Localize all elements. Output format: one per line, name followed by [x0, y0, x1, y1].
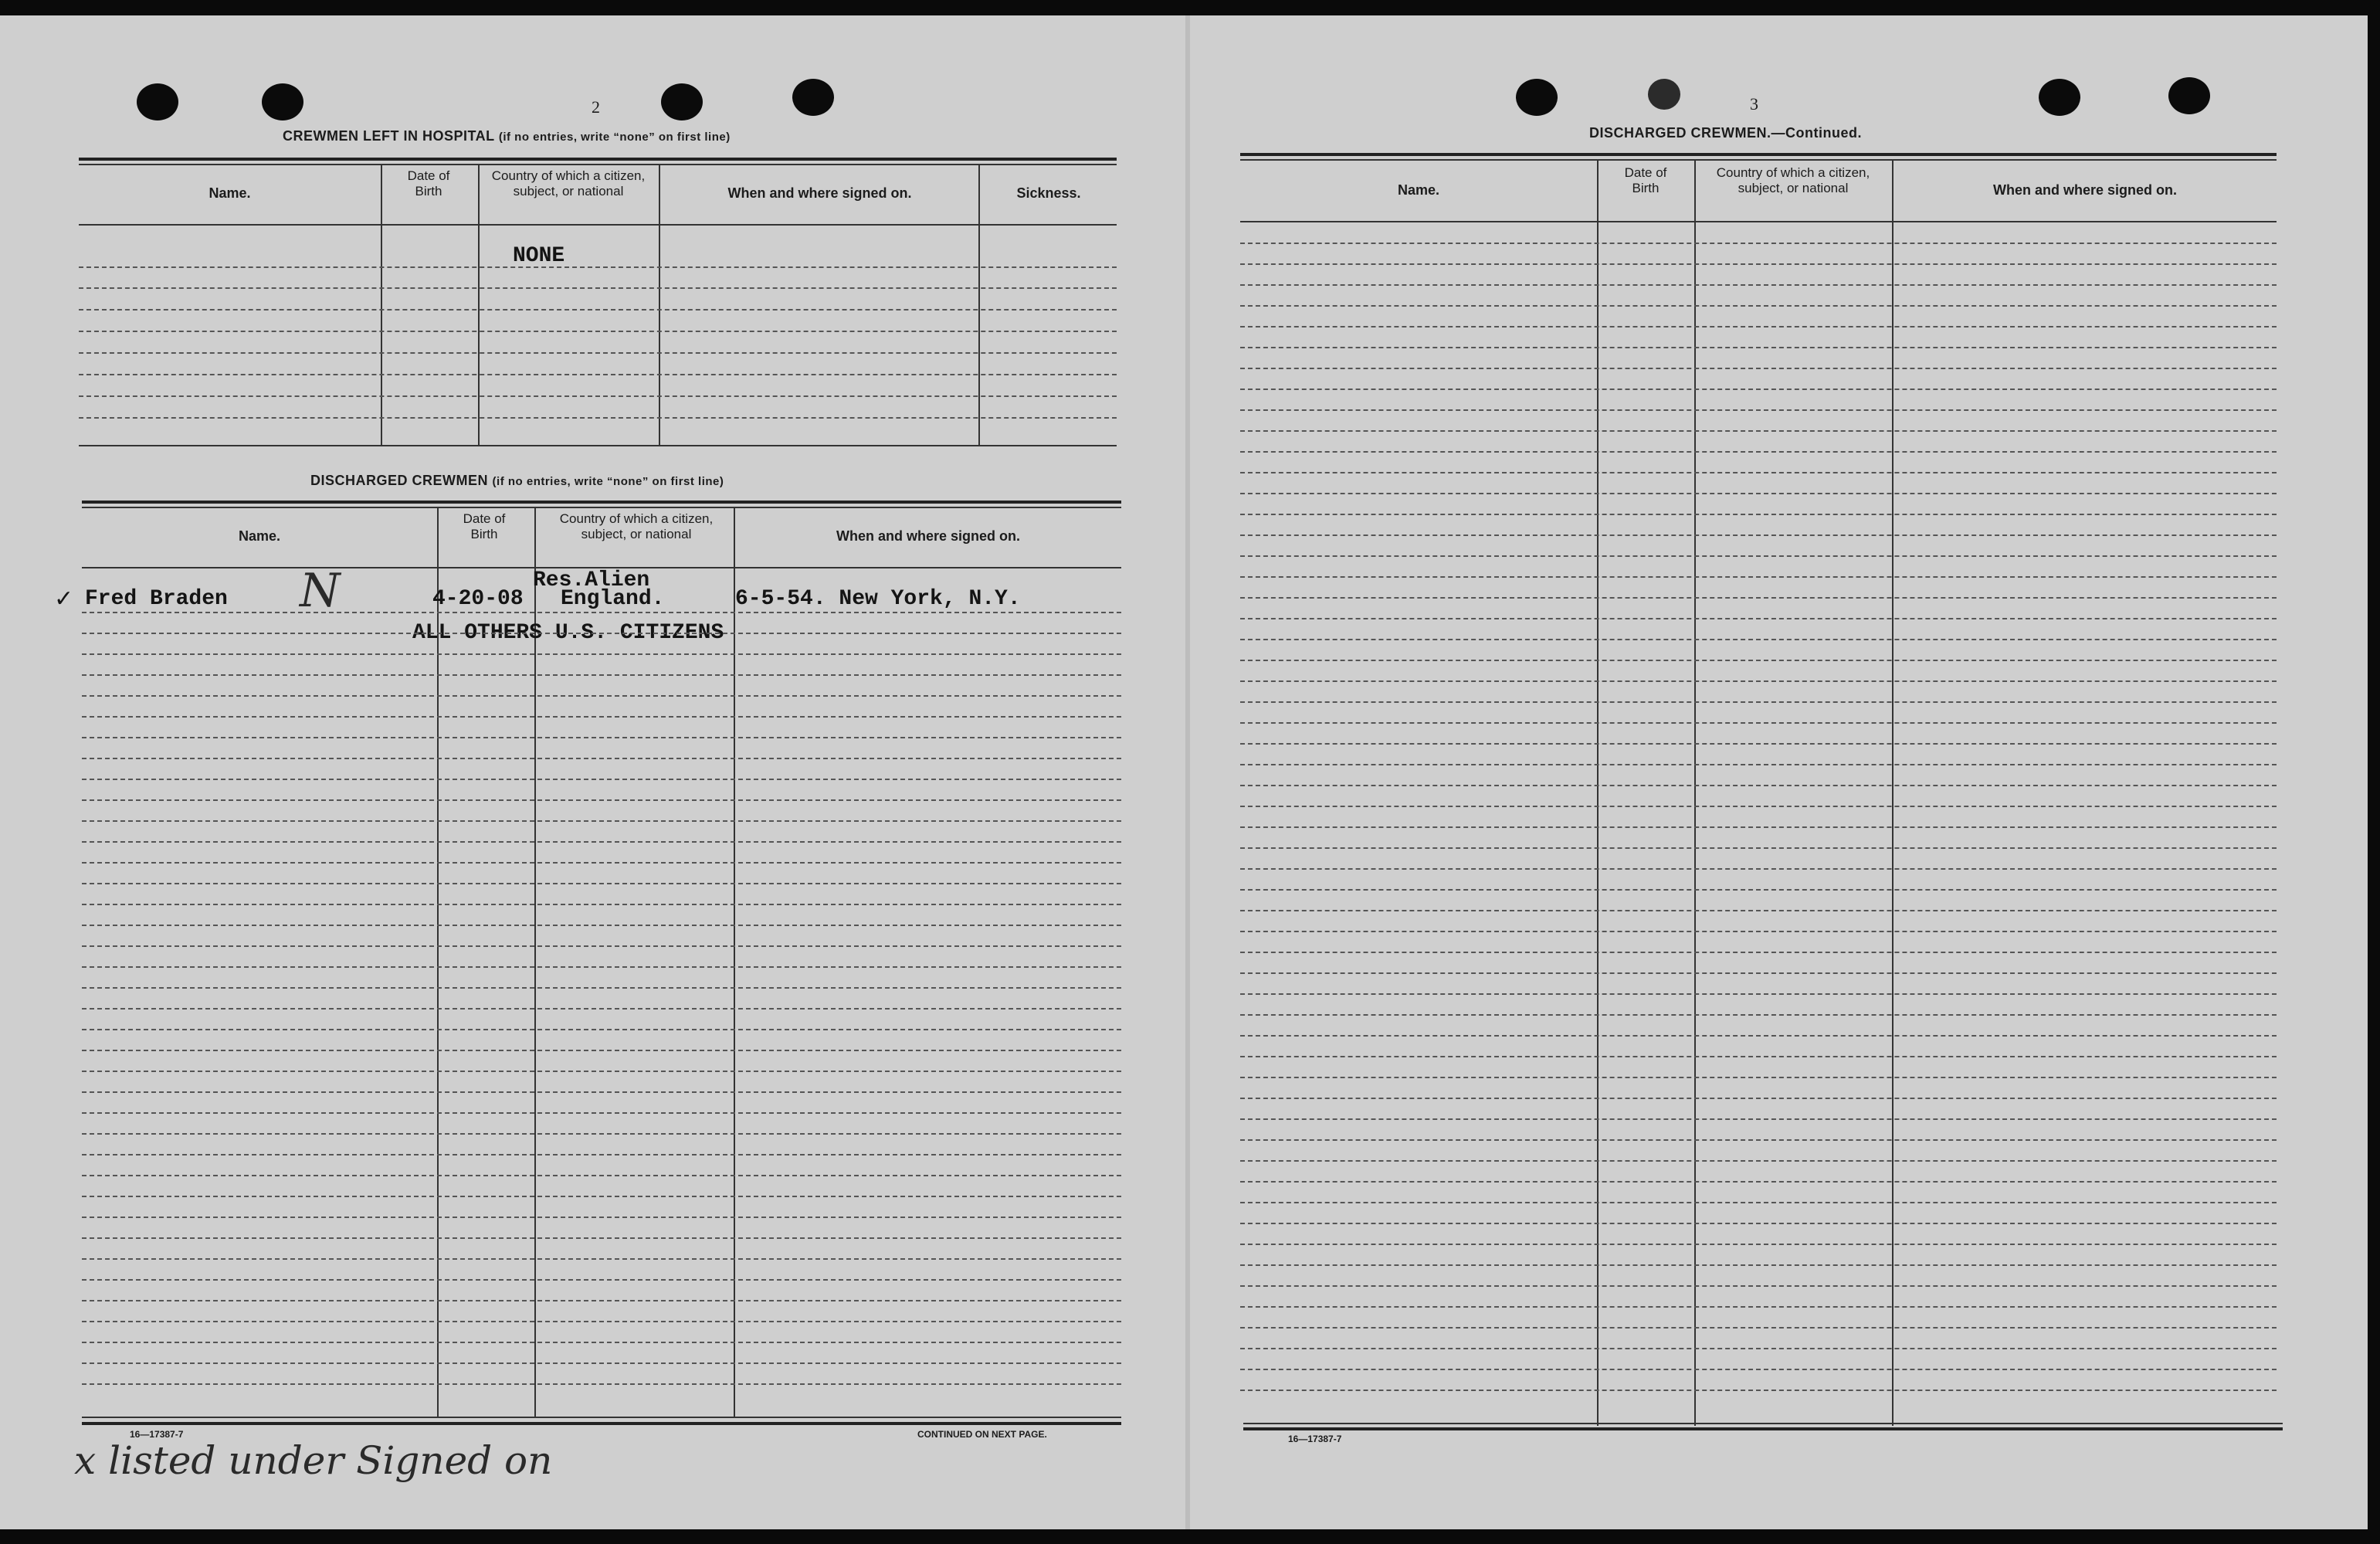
entry-line [1240, 1098, 2277, 1099]
punch-hole [1648, 79, 1680, 110]
entry-line [1240, 1118, 2277, 1120]
discharged-title-text: DISCHARGED CREWMEN [310, 473, 489, 488]
col-header-dob: Date of Birth [1624, 165, 1667, 195]
entry-line [79, 352, 1117, 354]
page-number: 3 [1750, 94, 1758, 114]
entry-line [1240, 910, 2277, 911]
entry-line [1240, 389, 2277, 390]
rule [1243, 1427, 2283, 1430]
entry-line [1240, 889, 2277, 891]
entry-line [82, 799, 1121, 801]
entry-line [1240, 1160, 2277, 1162]
entry-line [82, 1300, 1121, 1301]
entry-line [1240, 972, 2277, 974]
entry-line [82, 716, 1121, 718]
crewman-name: Fred Braden [85, 587, 228, 611]
entry-line [1240, 952, 2277, 953]
form-number: 16—17387-7 [1288, 1434, 1342, 1444]
entry-line [82, 1175, 1121, 1176]
crewman-initial: N [300, 564, 341, 618]
crewman-dob: 4-20-08 [432, 587, 524, 611]
entry-line [1240, 1056, 2277, 1057]
entry-line [82, 1029, 1121, 1030]
entry-line [1240, 430, 2277, 432]
col-header-signed-on: When and where signed on. [836, 528, 1021, 544]
entry-line [1240, 451, 2277, 453]
hospital-entry: NONE [513, 244, 565, 268]
entry-line [1240, 347, 2277, 348]
left-page [0, 15, 1189, 1529]
rule [82, 1422, 1121, 1425]
entry-line [1240, 1202, 2277, 1203]
entry-line [82, 820, 1121, 822]
entry-line [1240, 597, 2277, 599]
discharged-section-title [310, 473, 724, 489]
entry-line [1240, 785, 2277, 786]
entry-line [1240, 806, 2277, 807]
entry-line [1240, 1035, 2277, 1037]
entry-line [1240, 284, 2277, 286]
rule [79, 445, 1117, 446]
handwritten-note: x listed under Signed on [74, 1438, 553, 1483]
page-number: 2 [592, 97, 600, 117]
punch-hole [792, 79, 834, 116]
entry-line [82, 633, 1121, 634]
entry-line [1240, 660, 2277, 661]
entry-line [79, 309, 1117, 310]
entry-line [1240, 263, 2277, 265]
entry-line [1240, 1285, 2277, 1287]
entry-line [1240, 472, 2277, 473]
entry-line [1240, 722, 2277, 724]
entry-line [1240, 1369, 2277, 1370]
entry-line [82, 1050, 1121, 1051]
entry-line [1240, 1014, 2277, 1016]
entry-line [79, 374, 1117, 375]
crewman-signed-on: 6-5-54. New York, N.Y. [735, 587, 1021, 611]
col-header-country: Country of which a citizen, subject, or national [1716, 165, 1870, 195]
entry-line [1240, 680, 2277, 682]
col-header-name: Name. [209, 185, 251, 201]
entry-line [1240, 576, 2277, 578]
entry-line [1240, 326, 2277, 327]
col-header-country: Country of which a citizen, subject, or national [559, 511, 714, 541]
entry-line [82, 862, 1121, 864]
entry-line [82, 1342, 1121, 1343]
entry-line [1240, 243, 2277, 244]
entry-line [1240, 1306, 2277, 1308]
entry-line [1240, 1327, 2277, 1329]
discharged-instruction: (if no entries, write “none” on first line) [492, 475, 724, 488]
rule [1243, 1423, 2283, 1424]
entry-line [1240, 368, 2277, 369]
col-divider [1597, 159, 1599, 1426]
rule [79, 158, 1117, 161]
entry-line [82, 945, 1121, 947]
col-header-name: Name. [1397, 182, 1440, 198]
entry-line [82, 1071, 1121, 1072]
col-divider [1892, 159, 1893, 1426]
entry-line [82, 925, 1121, 926]
entry-line [82, 904, 1121, 905]
col-header-sickness: Sickness. [1016, 185, 1081, 201]
entry-line [1240, 1181, 2277, 1183]
entry-line [79, 331, 1117, 332]
hospital-title-text: CREWMEN LEFT IN HOSPITAL [283, 128, 495, 144]
col-divider [659, 164, 660, 446]
entry-line [1240, 1244, 2277, 1245]
row-check-mark: ✓ [54, 585, 74, 613]
entry-line [82, 841, 1121, 843]
entry-line [82, 1237, 1121, 1239]
col-header-country: Country of which a citizen, subject, or national [491, 168, 646, 199]
entry-line [1240, 931, 2277, 932]
entry-line [1240, 493, 2277, 494]
col-header-dob: Date of Birth [463, 511, 506, 541]
entry-line [82, 1383, 1121, 1385]
rule [1240, 221, 2277, 222]
entry-line [82, 1321, 1121, 1322]
entry-line [82, 1217, 1121, 1218]
col-header-signed-on: When and where signed on. [727, 185, 912, 201]
rule [1240, 159, 2277, 161]
entry-line [1240, 1264, 2277, 1266]
hospital-section-title [283, 128, 731, 144]
entry-line [79, 417, 1117, 419]
entry-line [82, 1196, 1121, 1197]
entry-line [82, 737, 1121, 738]
entry-line [82, 1279, 1121, 1281]
page-fold [1185, 15, 1190, 1529]
entry-line [82, 612, 1121, 613]
entry-line [82, 695, 1121, 697]
entry-line [1240, 1348, 2277, 1349]
col-header-name: Name. [238, 528, 281, 544]
rule [82, 501, 1121, 504]
entry-line [82, 1133, 1121, 1135]
entry-line [79, 395, 1117, 397]
crewman-country-status: Res.Alien [533, 568, 650, 592]
entry-line [1240, 305, 2277, 307]
entry-line [1240, 868, 2277, 870]
entry-line [79, 266, 1117, 268]
entry-line [1240, 1390, 2277, 1391]
entry-line [1240, 618, 2277, 619]
rule [82, 507, 1121, 508]
punch-hole [2168, 77, 2210, 114]
entry-line [1240, 1223, 2277, 1224]
col-divider [1694, 159, 1696, 1426]
citizens-note: ALL OTHERS U.S. CITIZENS [412, 621, 724, 645]
col-divider [381, 164, 382, 446]
entry-line [82, 987, 1121, 989]
right-page-title: DISCHARGED CREWMEN.—Continued. [1589, 125, 1862, 141]
entry-line [82, 883, 1121, 884]
entry-line [1240, 826, 2277, 828]
entry-line [82, 779, 1121, 780]
entry-line [82, 674, 1121, 676]
punch-hole [262, 83, 303, 120]
entry-line [82, 1112, 1121, 1114]
entry-line [82, 1258, 1121, 1260]
entry-line [1240, 409, 2277, 411]
form-number: 16—17387-7 [130, 1429, 184, 1440]
col-divider [978, 164, 980, 446]
punch-hole [137, 83, 178, 120]
entry-line [82, 1362, 1121, 1364]
entry-line [82, 1091, 1121, 1093]
punch-hole [661, 83, 703, 120]
entry-line [1240, 555, 2277, 557]
hospital-instruction: (if no entries, write “none” on first line) [498, 131, 731, 144]
crewman-country: England. [561, 587, 665, 611]
entry-line [1240, 743, 2277, 745]
rule [79, 224, 1117, 226]
entry-line [1240, 993, 2277, 995]
entry-line [1240, 847, 2277, 849]
col-divider [478, 164, 480, 446]
punch-hole [1516, 79, 1558, 116]
entry-line [82, 1154, 1121, 1155]
entry-line [1240, 1139, 2277, 1141]
entry-line [82, 1008, 1121, 1010]
rule [82, 1417, 1121, 1418]
continued-note: CONTINUED ON NEXT PAGE. [917, 1429, 1047, 1440]
entry-line [82, 966, 1121, 968]
col-divider [734, 507, 735, 1418]
entry-line [1240, 534, 2277, 536]
entry-line [1240, 514, 2277, 515]
entry-line [82, 758, 1121, 759]
entry-line [82, 653, 1121, 655]
rule [79, 164, 1117, 165]
entry-line [79, 287, 1117, 289]
col-header-dob: Date of Birth [407, 168, 450, 199]
entry-line [1240, 639, 2277, 640]
punch-hole [2039, 79, 2080, 116]
entry-line [1240, 764, 2277, 765]
entry-line [1240, 1077, 2277, 1078]
entry-line [1240, 701, 2277, 703]
col-header-signed-on: When and where signed on. [1992, 182, 2178, 198]
rule [1240, 153, 2277, 156]
